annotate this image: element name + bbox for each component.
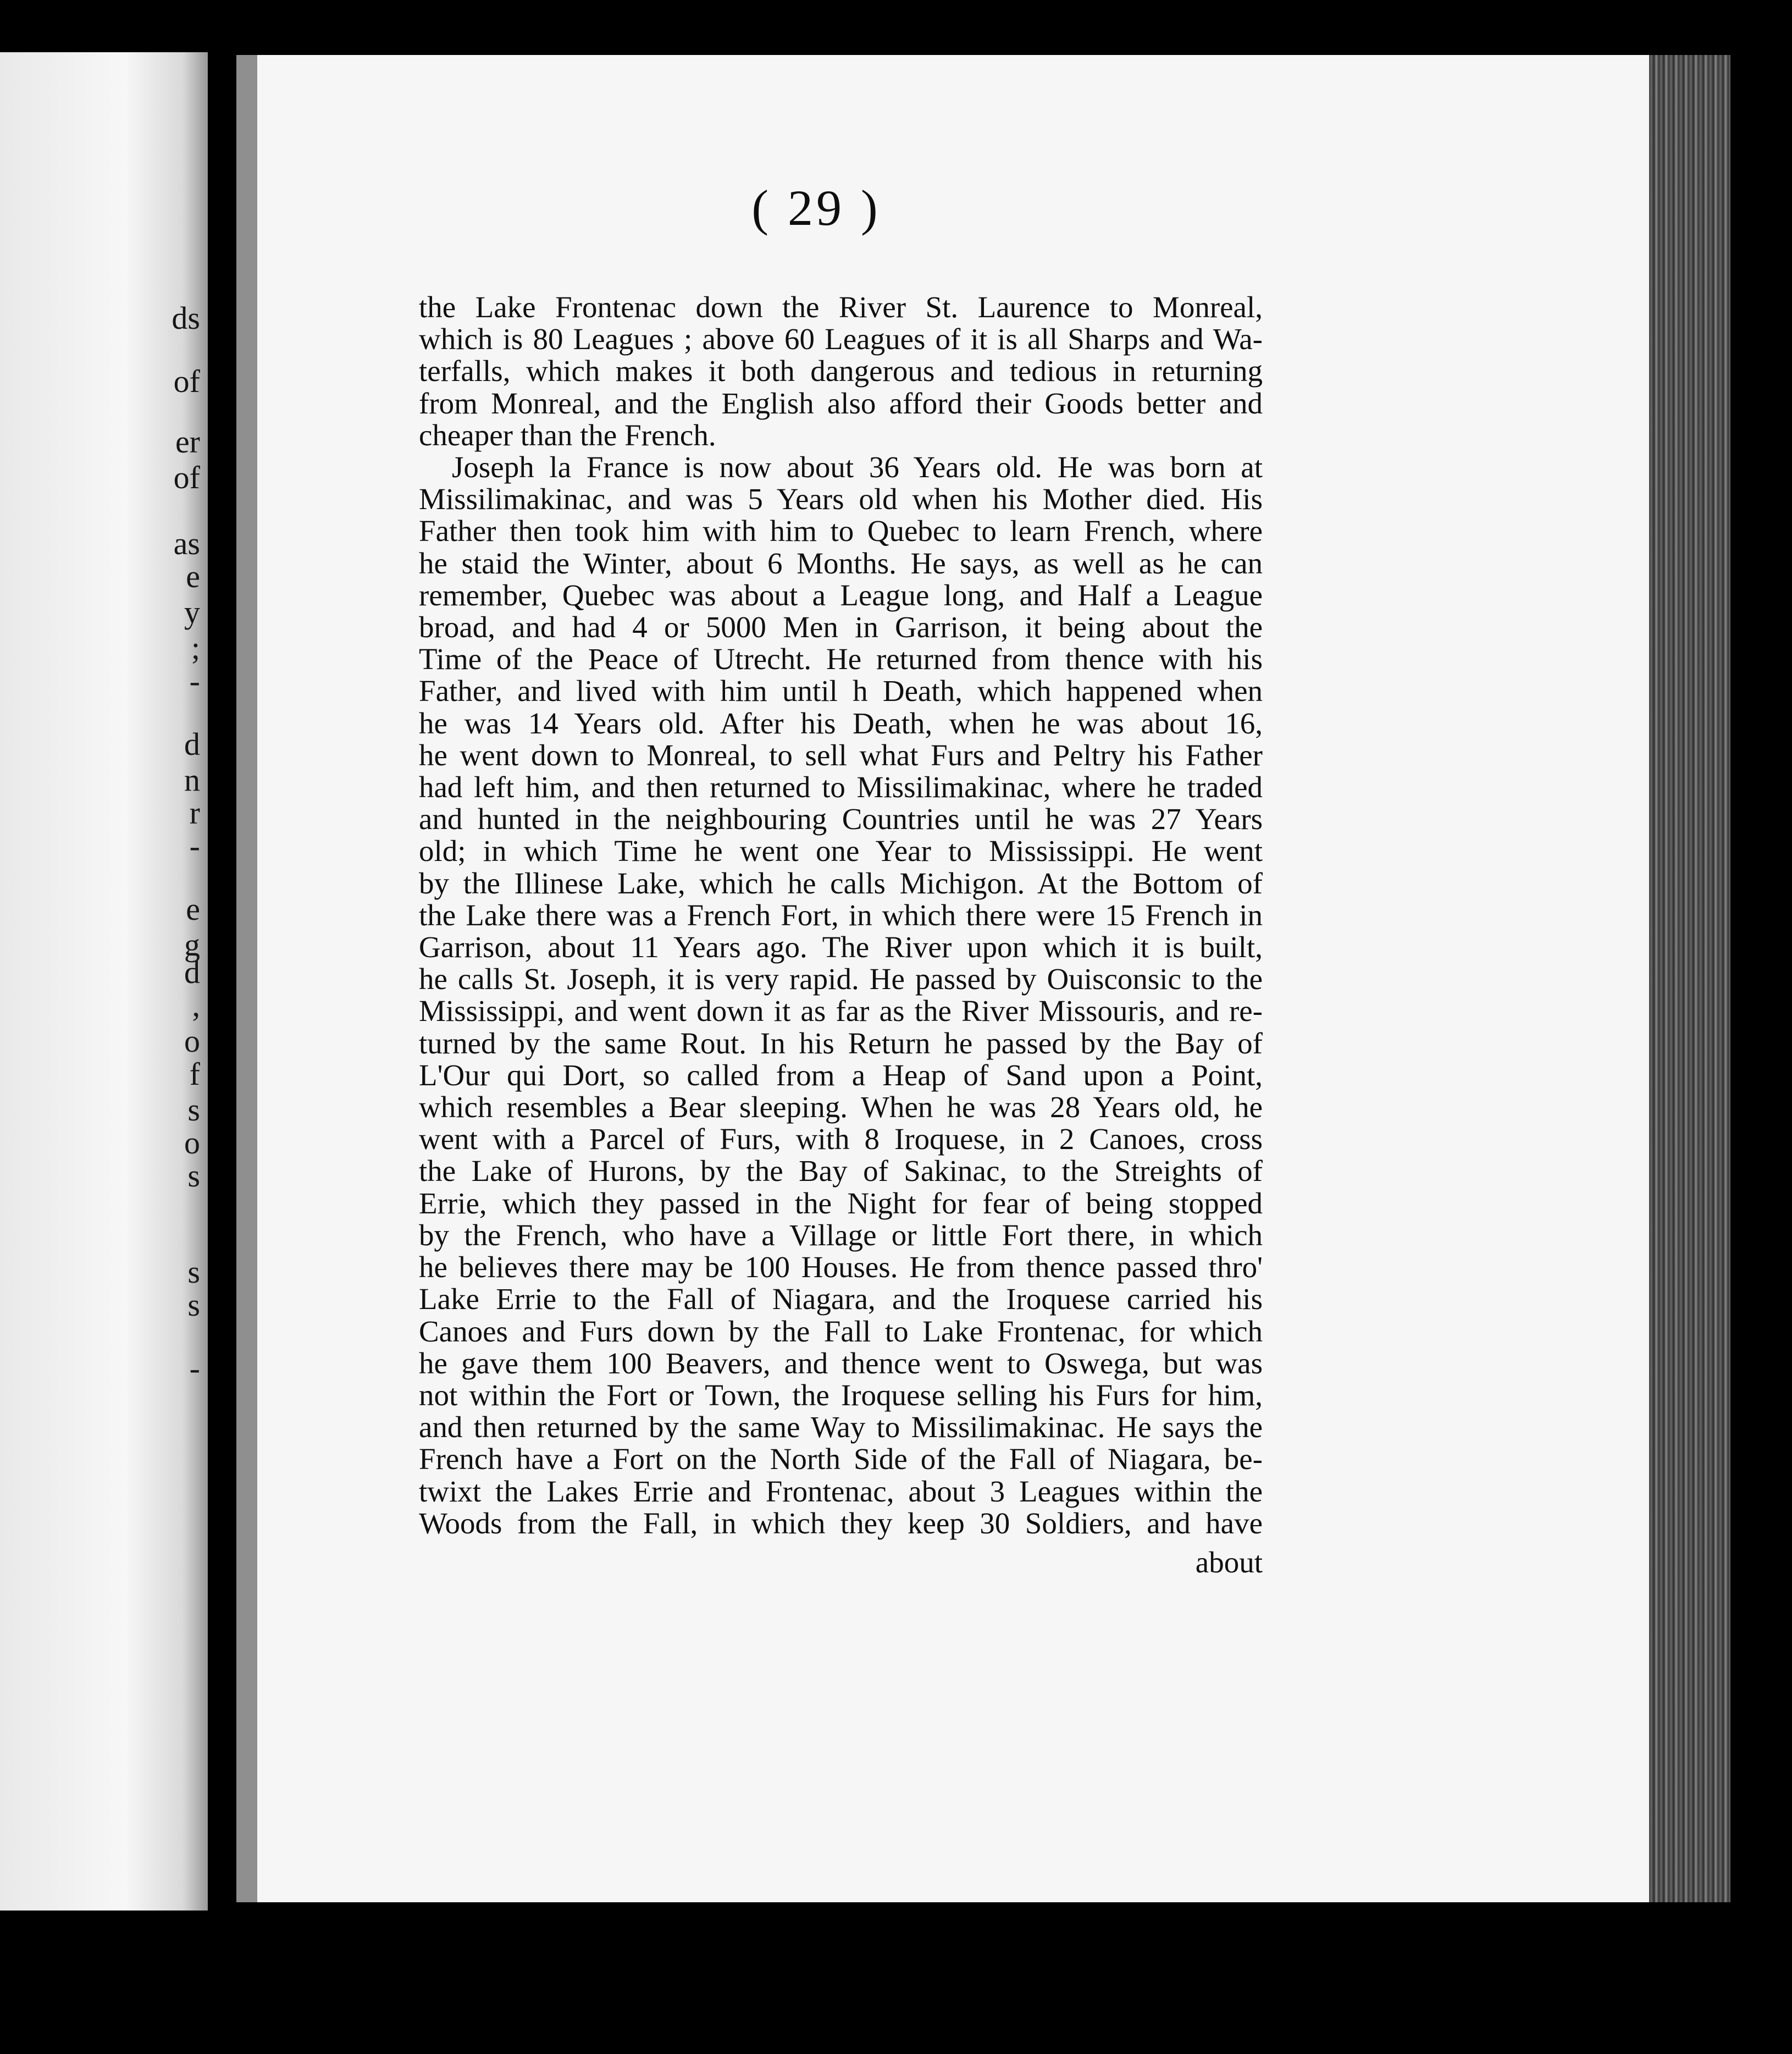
text-line: remember, Quebec was about a League long, and Half a League: [419, 578, 1263, 612]
text-line: turned by the same Rout. In his Return he passed by the Bay of: [419, 1026, 1263, 1060]
margin-fragment: g: [184, 927, 200, 963]
margin-fragment: ds: [172, 300, 200, 336]
page-block-edge: [1649, 55, 1730, 1902]
text-line: from Monreal, and the English also afford their Goods better and: [419, 386, 1263, 420]
margin-fragment: of: [173, 363, 200, 399]
margin-fragment: er: [175, 424, 200, 460]
margin-fragment: s: [187, 1254, 200, 1290]
catchword: about: [1195, 1545, 1263, 1579]
margin-fragment: -: [189, 1350, 200, 1386]
text-line: twixt the Lakes Errie and Frontenac, about 3 Leagues within the: [419, 1474, 1263, 1508]
margin-fragment: d: [184, 954, 200, 990]
margin-fragment: o: [184, 1125, 200, 1161]
text-line: Father, and lived with him until h Death, which happened when: [419, 674, 1263, 708]
margin-fragment: -: [189, 663, 200, 699]
margin-fragment: n: [184, 762, 200, 798]
text-line: the Lake there was a French Fort, in which there were 15 French in: [419, 898, 1263, 932]
text-line: French have a Fort on the North Side of the Fall of Niagara, be-: [419, 1442, 1263, 1476]
body-text: [419, 291, 1263, 1539]
margin-fragment: o: [184, 1023, 200, 1059]
text-line: he calls St. Joseph, it is very rapid. He passed by Ouisconsic to the: [419, 962, 1263, 996]
text-line: the Lake Frontenac down the River St. Laurence to Monreal,: [419, 290, 1263, 324]
text-line: broad, and had 4 or 5000 Men in Garrison, it being about the: [419, 610, 1263, 644]
facing-page-edge: [0, 52, 208, 1911]
margin-fragment: f: [189, 1056, 200, 1092]
text-line: which resembles a Bear sleeping. When he was 28 Years old, he: [419, 1090, 1263, 1124]
margin-fragment: e: [186, 891, 200, 927]
text-line: Father then took him with him to Quebec to learn French, where: [419, 514, 1263, 548]
margin-fragment: ,: [192, 987, 200, 1023]
text-line: the Lake of Hurons, by the Bay of Sakinac, to the Streights of: [419, 1154, 1263, 1188]
text-line: which is 80 Leagues ; above 60 Leagues of it is all Sharps and Wa-: [419, 322, 1263, 356]
text-line: went with a Parcel of Furs, with 8 Iroquese, in 2 Canoes, cross: [419, 1122, 1263, 1156]
text-line: he was 14 Years old. After his Death, when he was about 16,: [419, 706, 1263, 740]
text-line: Errie, which they passed in the Night for fear of being stopped: [419, 1186, 1263, 1220]
margin-fragment: d: [184, 726, 200, 762]
margin-fragment: e: [186, 559, 200, 594]
text-line: L'Our qui Dort, so called from a Heap of Sand upon a Point,: [419, 1058, 1263, 1092]
text-line: Woods from the Fall, in which they keep 30 Soldiers, and have: [419, 1506, 1263, 1540]
margin-fragment: as: [173, 526, 200, 561]
margin-fragment: -: [189, 828, 200, 864]
text-line: had left him, and then returned to Missilimakinac, where he traded: [419, 770, 1263, 804]
page-number: ( 29 ): [751, 180, 881, 236]
text-line: and then returned by the same Way to Missilimakinac. He says the: [419, 1410, 1263, 1444]
text-line: by the French, who have a Village or little Fort there, in which: [419, 1218, 1263, 1252]
text-line: Mississippi, and went down it as far as the River Missouris, and re-: [419, 994, 1263, 1028]
text-line: he believes there may be 100 Houses. He from thence passed thro': [419, 1250, 1263, 1284]
margin-fragment: ;: [191, 630, 200, 666]
margin-fragment: y: [184, 594, 200, 630]
text-line: Missilimakinac, and was 5 Years old when his Mother died. His: [419, 482, 1263, 516]
text-line: cheaper than the French.: [419, 418, 716, 452]
text-line: Lake Errie to the Fall of Niagara, and the Iroquese carried his: [419, 1282, 1263, 1316]
text-line: Canoes and Furs down by the Fall to Lake Frontenac, for which: [419, 1314, 1263, 1348]
text-line: Joseph la France is now about 36 Years old. He was born at: [452, 450, 1263, 484]
margin-fragment: s: [187, 1158, 200, 1194]
text-line: Garrison, about 11 Years ago. The River upon which it is built,: [419, 930, 1263, 964]
text-line: he staid the Winter, about 6 Months. He says, as well as he can: [419, 546, 1263, 580]
text-line: old; in which Time he went one Year to Mississippi. He went: [419, 834, 1263, 868]
text-line: Time of the Peace of Utrecht. He returned from thence with his: [419, 642, 1263, 676]
margin-fragment: s: [187, 1287, 200, 1323]
text-line: terfalls, which makes it both dangerous and tedious in returning: [419, 354, 1263, 388]
text-line: and hunted in the neighbouring Countries until he was 27 Years: [419, 802, 1263, 836]
margin-fragment: s: [187, 1092, 200, 1128]
text-line: by the Illinese Lake, which he calls Michigon. At the Bottom of: [419, 866, 1263, 900]
margin-fragment: r: [189, 795, 200, 831]
text-line: he gave them 100 Beavers, and thence went to Oswega, but was: [419, 1346, 1263, 1380]
margin-fragment: of: [173, 460, 200, 495]
text-line: he went down to Monreal, to sell what Furs and Peltry his Father: [419, 738, 1263, 772]
text-line: not within the Fort or Town, the Iroquese selling his Furs for him,: [419, 1378, 1263, 1412]
